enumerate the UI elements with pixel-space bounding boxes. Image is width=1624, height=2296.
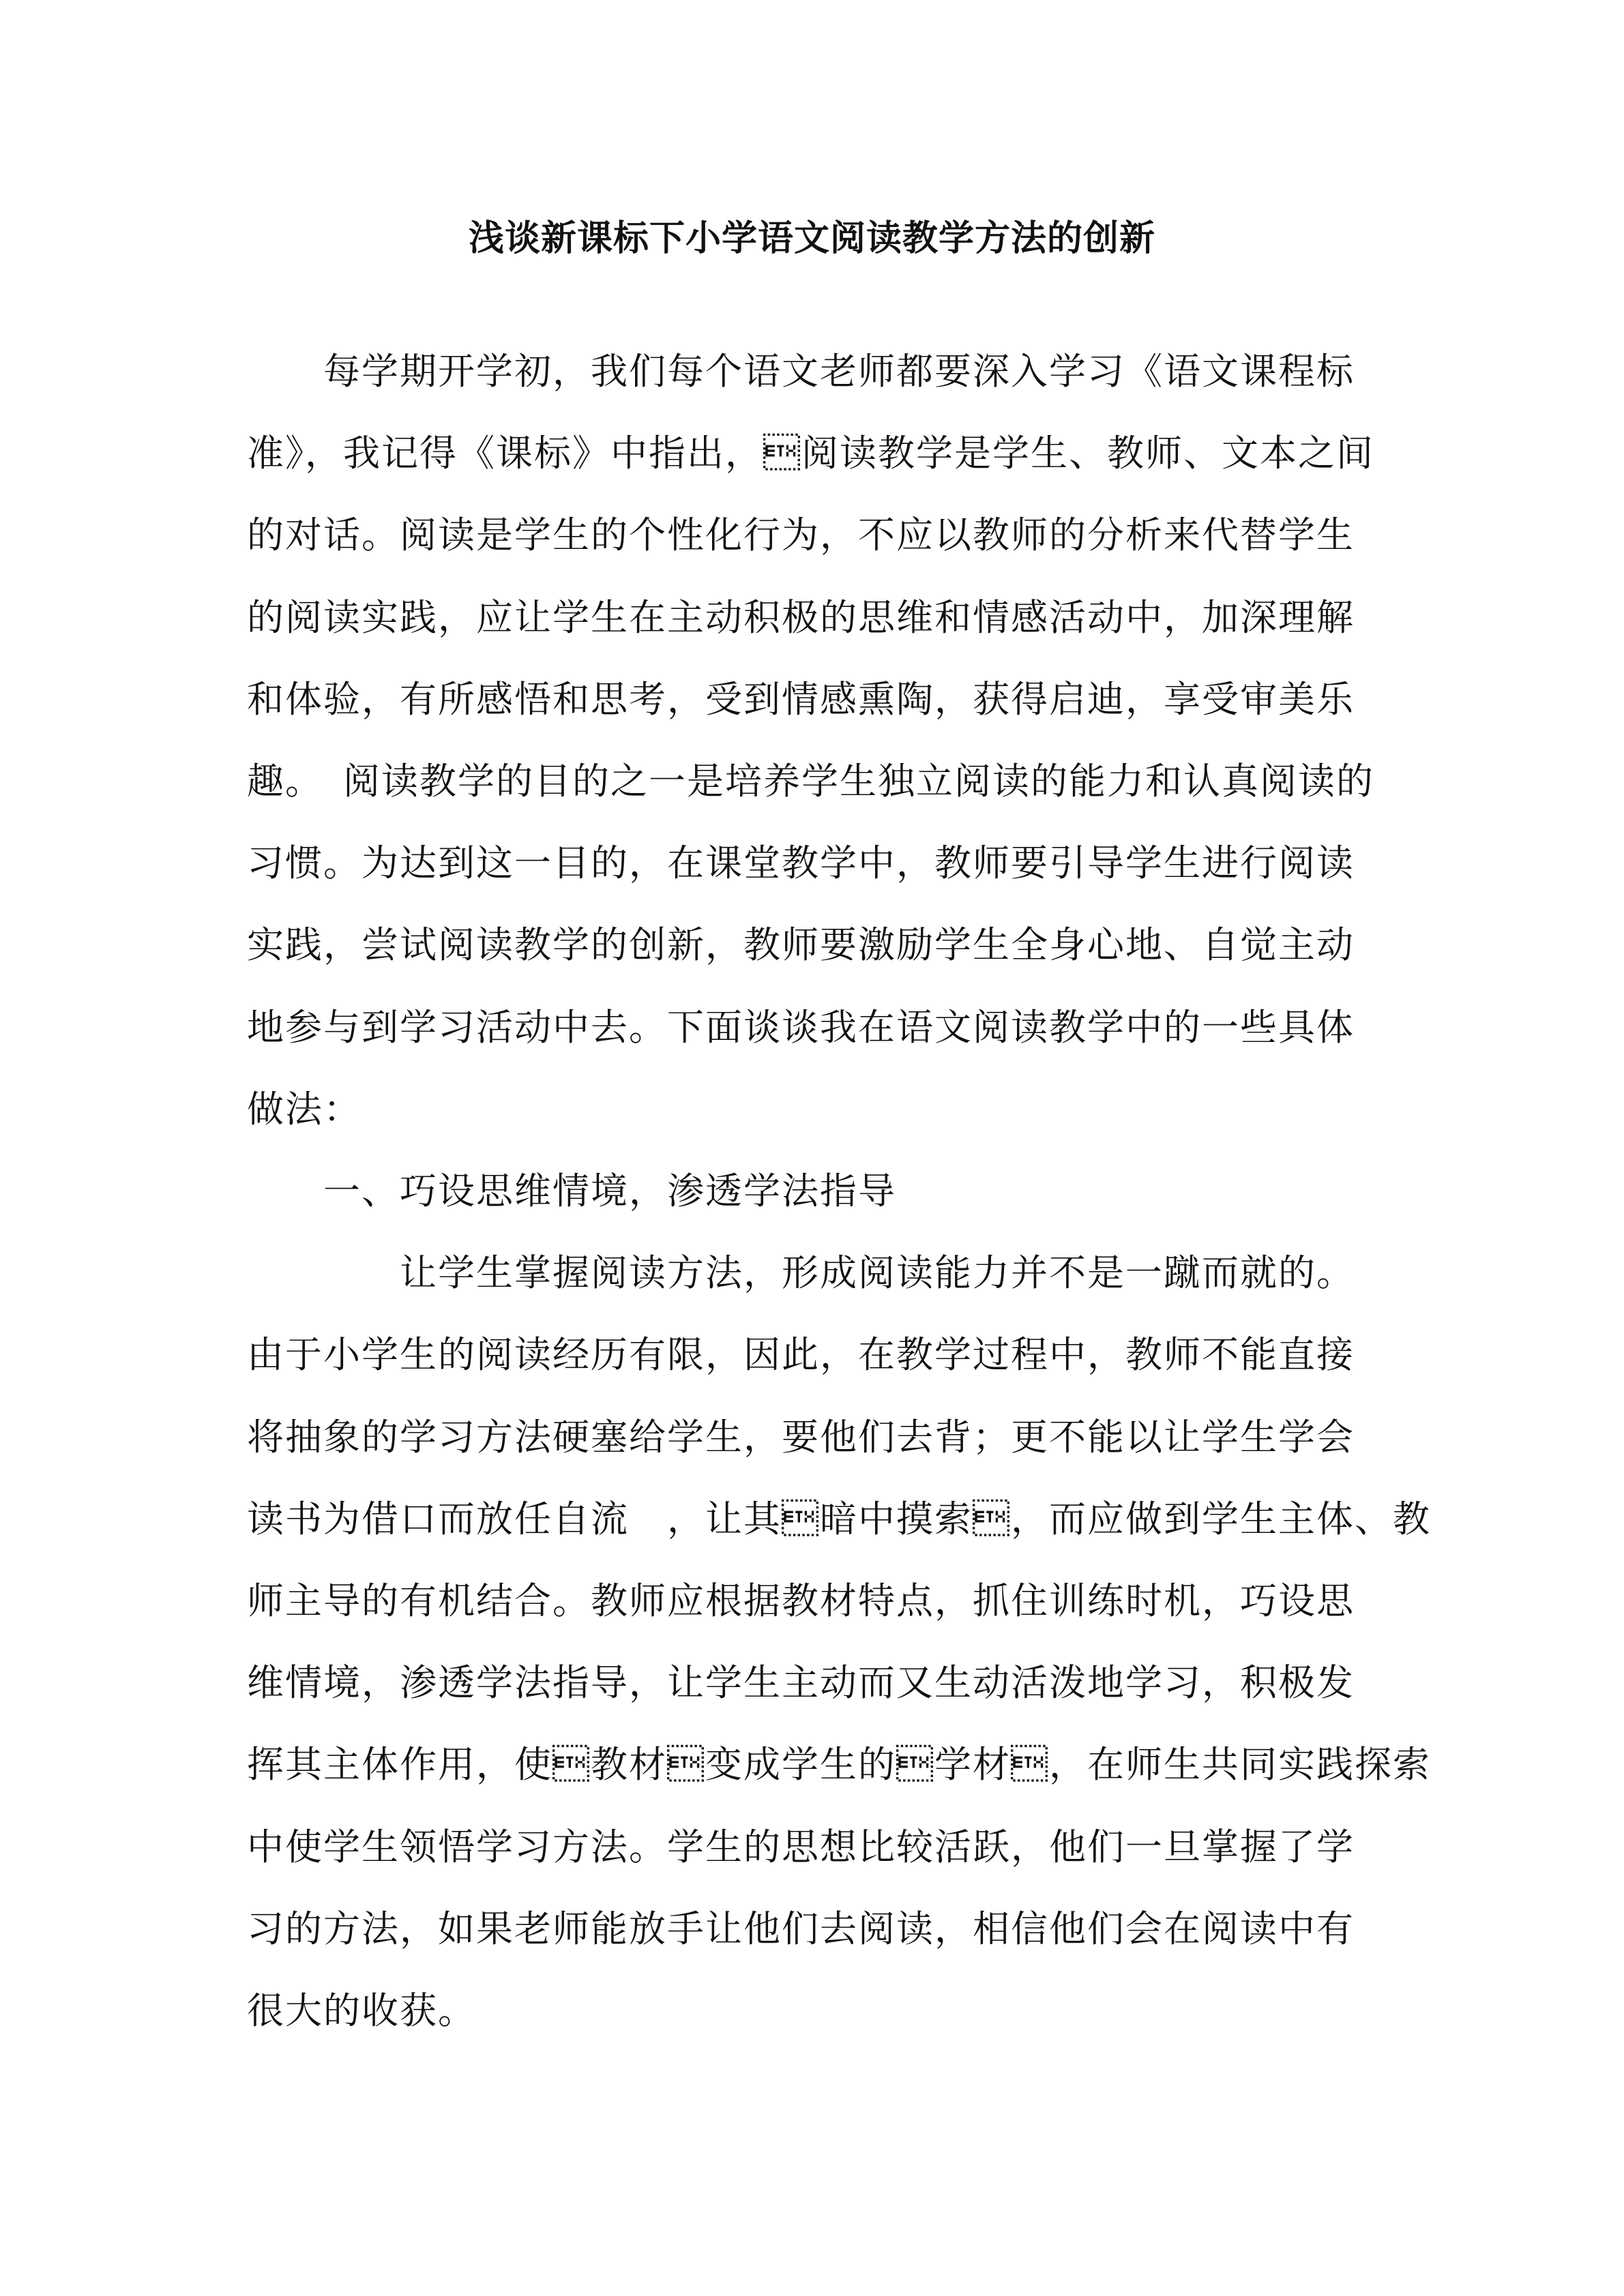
paragraph-line: 习惯。为达到这一目的，在课堂教学中，教师要引导学生进行阅读 <box>247 841 1355 884</box>
paragraph-line: 维情境，渗透学法指导，让学生主动而又生动活泼地学习，积极发 <box>247 1661 1355 1704</box>
document-title: 浅谈新课标下小学语文阅读教学方法的创新 <box>468 218 1155 259</box>
section-heading: 一、巧设思维情境，渗透学法指导 <box>247 1169 896 1212</box>
paragraph-line: 师主导的有机结合。教师应根据教材特点，抓住训练时机，巧设思 <box>247 1579 1355 1622</box>
paragraph-line: 由于小学生的阅读经历有限，因此，在教学过程中，教师不能直接 <box>247 1333 1355 1376</box>
paragraph-line: 和体验，有所感悟和思考，受到情感熏陶，获得启迪，享受审美乐 <box>247 678 1355 721</box>
paragraph-line: 读书为借口而放任自流 ，让其暗中摸索，而应做到学生主体、教 <box>247 1497 1431 1540</box>
paragraph-line: 准》，我记得《课标》中指出，阅读教学是学生、教师、文本之间 <box>247 432 1374 475</box>
paragraph-line: 每学期开学初，我们每个语文老师都要深入学习《语文课程标 <box>247 350 1355 393</box>
paragraph-line: 做法： <box>247 1088 361 1131</box>
paragraph-line: 的阅读实践，应让学生在主动积极的思维和情感活动中，加深理解 <box>247 596 1355 639</box>
paragraph-line: 中使学生领悟学习方法。学生的思想比较活跃，他们一旦掌握了学 <box>247 1825 1355 1868</box>
paragraph-line: 趣。 阅读教学的目的之一是培养学生独立阅读的能力和认真阅读的 <box>247 760 1374 803</box>
paragraph-line: 挥其主体作用，使教材变成学生的学材，在师生共同实践探索 <box>247 1743 1431 1786</box>
paragraph-line: 很大的收获。 <box>247 1989 476 2032</box>
paragraph-line: 实践，尝试阅读教学的创新，教师要激励学生全身心地、自觉主动 <box>247 923 1355 966</box>
paragraph-line: 地参与到学习活动中去。下面谈谈我在语文阅读教学中的一些具体 <box>247 1006 1355 1049</box>
paragraph-line: 的对话。阅读是学生的个性化行为，不应以教师的分析来代替学生 <box>247 513 1355 556</box>
paragraph-line: 让学生掌握阅读方法，形成阅读能力并不是一蹴而就的。 <box>247 1251 1355 1294</box>
paragraph-line: 习的方法，如果老师能放手让他们去阅读，相信他们会在阅读中有 <box>247 1907 1355 1950</box>
paragraph-line: 将抽象的学习方法硬塞给学生，要他们去背；更不能以让学生学会 <box>247 1416 1355 1459</box>
